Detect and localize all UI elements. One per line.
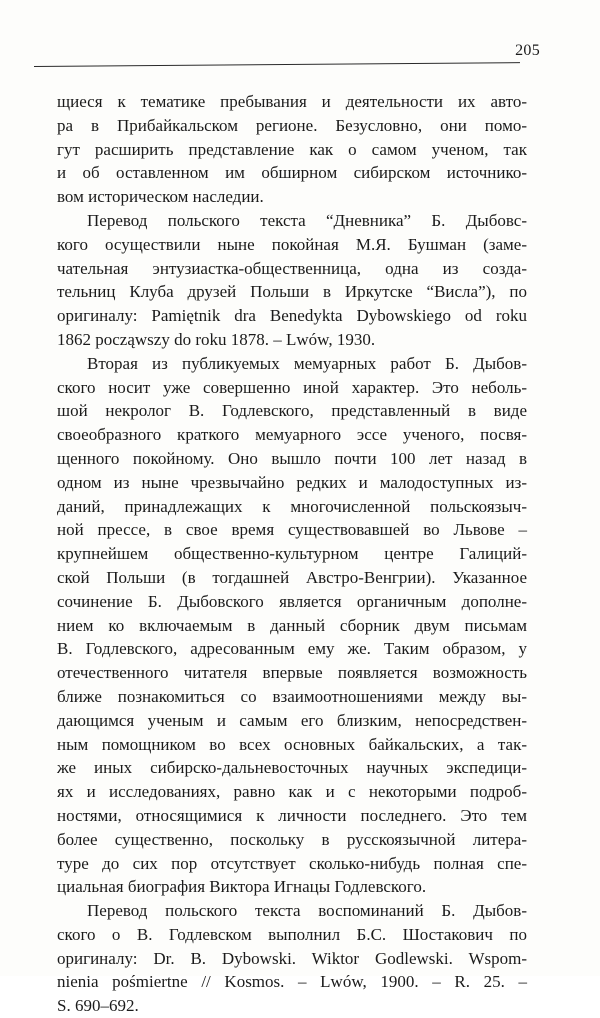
text-line: Вторая из публикуемых мемуарных работ Б. Дыбов- bbox=[87, 353, 527, 373]
paragraph-1 bbox=[57, 90, 527, 209]
text-line: более существенно, поскольку в русскоязычной литера- bbox=[57, 829, 527, 849]
paragraph-3 bbox=[57, 352, 527, 899]
text-line: отечественного читателя впервые появляется возможность bbox=[57, 663, 527, 683]
paragraph-4 bbox=[57, 899, 527, 1018]
text-line: 1862 począwszy do roku 1878. – Lwów, 1930. bbox=[57, 329, 376, 349]
text-line: своеобразного краткого мемуарного эссе ученого, посвя- bbox=[57, 425, 527, 445]
text-line: ной прессе, в свое время существовавшей во Львове – bbox=[57, 520, 527, 540]
text-line: В. Годлевского, адресованным ему же. Таким образом, у bbox=[57, 639, 527, 659]
text-line: S. 690–692. bbox=[57, 996, 139, 1016]
text-line: шой некролог В. Годлевского, представленный в виде bbox=[57, 401, 527, 421]
text-line: чательная энтузиастка-общественница, одна из созда- bbox=[57, 258, 527, 278]
text-line: ностями, относящимися к личности последнего. Это тем bbox=[57, 805, 527, 825]
text-line: одном из ныне чрезвычайно редких и малодоступных из- bbox=[57, 472, 527, 492]
header-rule bbox=[34, 62, 520, 67]
text-line: даний, принадлежащих к многочисленной польскоязыч- bbox=[57, 496, 527, 516]
text-line: ской Польши (в тогдашней Австро-Венгрии). Указанное bbox=[57, 567, 527, 587]
text-line: тельниц Клуба друзей Польши в Иркутске “Висла”), по bbox=[57, 282, 527, 302]
text-line: ближе познакомиться со взаимоотношениями между вы- bbox=[57, 686, 527, 706]
text-line: гут расширить представление как о самом ученом, так bbox=[57, 139, 527, 159]
text-line: оригиналу: Pamiętnik dra Benedykta Dybowskiego od roku bbox=[57, 306, 527, 326]
text-line: оригиналу: Dr. B. Dybowski. Wiktor Godlewski. Wspom- bbox=[57, 948, 527, 968]
text-line: щенного покойному. Оно вышло почти 100 лет назад в bbox=[57, 448, 527, 468]
body-text bbox=[57, 90, 527, 1018]
text-line: же иных сибирско-дальневосточных научных экспедици- bbox=[57, 758, 527, 778]
text-line: ра в Прибайкальском регионе. Безусловно, они помо- bbox=[57, 115, 527, 135]
text-line: ского о В. Годлевском выполнил Б.С. Шостакович по bbox=[57, 924, 527, 944]
text-line: сочинение Б. Дыбовского является органичным дополне- bbox=[57, 591, 527, 611]
text-line: ского носит уже совершенно иной характер. Это неболь- bbox=[57, 377, 527, 397]
text-line: щиеся к тематике пребывания и деятельности их авто- bbox=[57, 92, 527, 111]
paragraph-2 bbox=[57, 209, 527, 352]
text-line: кого осуществили ныне покойная М.Я. Бушман (заме- bbox=[57, 234, 527, 254]
text-line: и об оставленном им обширном сибирском источнико- bbox=[57, 163, 527, 183]
text-line: крупнейшем общественно-культурном центре Галиций- bbox=[57, 544, 527, 564]
text-line: циальная биография Виктора Игнацы Годлевского. bbox=[57, 877, 427, 897]
text-line: дающимся ученым и самым его близким, непосредствен- bbox=[57, 710, 527, 730]
text-line: туре до сих пор отсутствует сколько-нибудь полная спе- bbox=[57, 853, 527, 873]
text-line: ях и исследованиях, равно как и с некоторыми подроб- bbox=[57, 782, 527, 802]
text-line: nienia pośmiertne // Kosmos. – Lwów, 1900. – R. 25. – bbox=[57, 972, 527, 992]
text-line: Перевод польского текста воспоминаний Б. Дыбов- bbox=[87, 901, 527, 921]
text-line: Перевод польского текста “Дневника” Б. Дыбовс- bbox=[87, 210, 527, 230]
text-line: ным помощником во всех основных байкальских, а так- bbox=[57, 734, 527, 754]
page-number: 205 bbox=[515, 42, 540, 59]
text-line: вом историческом наследии. bbox=[57, 187, 264, 207]
text-line: нием ко включаемым в данный сборник двум письмам bbox=[57, 615, 527, 635]
